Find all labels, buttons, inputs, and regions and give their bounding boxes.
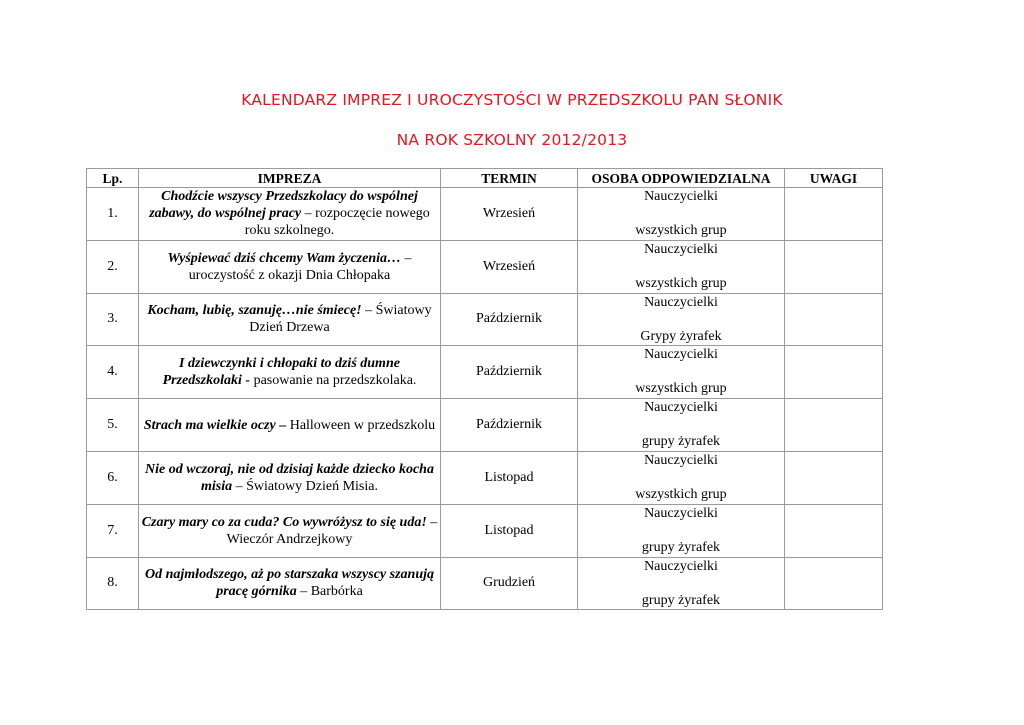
row-number: 6. [87,451,139,504]
table-row [87,399,883,452]
notes-cell [785,451,883,504]
events-table [86,168,883,610]
header-osoba: OSOBA ODPOWIEDZIALNA [578,169,785,188]
event-title: Nie od wczoraj, nie od dzisiaj każde dziecko kocha misia [145,461,434,494]
event-title: Czary mary co za cuda? Co wywróżysz to się uda! [141,514,427,530]
responsible-bottom: wszystkich grup [635,486,727,502]
table-header-row [87,169,883,188]
table-row [87,293,883,346]
row-number: 5. [87,399,139,452]
responsible-cell [578,346,785,399]
notes-cell [785,240,883,293]
event-description: pasowanie na przedszkolaka. [250,373,417,389]
event-title: Kocham, lubię, szanuję…nie śmiecę! [147,303,362,319]
notes-cell [785,399,883,452]
event-title: I dziewczynki i chłopaki to dziś dumne Przedszkolaki - [162,356,400,389]
responsible-top: Nauczycielki [644,505,718,521]
event-title: Od najmłodszego, aż po starszaka wszyscy szanują pracę górnika [145,567,434,600]
table-row [87,504,883,557]
header-uwagi: UWAGI [785,169,883,188]
responsible-bottom: grupy żyrafek [641,592,721,608]
event-title: Strach ma wielkie oczy – [143,417,287,433]
table-row [87,557,883,610]
responsible-cell [578,240,785,293]
document-title: KALENDARZ IMPREZ I UROCZYSTOŚCI W PRZEDSZKOLU PAN SŁONIK [241,91,783,109]
row-number: 2. [87,240,139,293]
event-description: – uroczystość z okazji Dnia Chłopaka [188,250,412,283]
notes-cell [785,188,883,241]
event-cell [139,399,441,452]
event-title: Wyśpiewać dziś chcemy Wam życzenia… [167,250,402,266]
responsible-bottom: Grypy żyrafek [640,328,722,344]
event-description: – Barbórka [296,584,363,600]
event-cell [139,346,441,399]
event-description: – rozpoczęcie nowego roku szkolnego. [244,206,430,239]
term-cell: Październik [441,293,578,346]
row-number: 3. [87,293,139,346]
header-termin: TERMIN [441,169,578,188]
responsible-bottom: wszystkich grup [635,223,727,238]
row-number: 7. [87,504,139,557]
row-number: 1. [87,188,139,241]
term-cell: Październik [441,346,578,399]
responsible-bottom: grupy żyrafek [641,539,721,555]
notes-cell [785,346,883,399]
event-cell [139,451,441,504]
event-description: – Wieczór Andrzejkowy [226,514,438,547]
event-cell [139,557,441,610]
responsible-cell [578,451,785,504]
event-cell [139,188,441,241]
document-subtitle: NA ROK SZKOLNY 2012/2013 [396,131,628,149]
responsible-top: Nauczycielki [644,400,718,416]
responsible-cell [578,293,785,346]
notes-cell [785,557,883,610]
responsible-top: Nauczycielki [644,241,718,257]
table-row [87,346,883,399]
event-title: Chodźcie wszyscy Przedszkolacy do wspólnej zabawy, do wspólnej pracy [149,189,418,222]
responsible-top: Nauczycielki [644,558,718,574]
term-cell: Grudzień [441,557,578,610]
responsible-cell [578,504,785,557]
responsible-cell [578,399,785,452]
term-cell: Wrzesień [441,188,578,241]
event-description: – Światowy Dzień Drzewa [249,303,432,336]
notes-cell [785,504,883,557]
term-cell: Listopad [441,451,578,504]
notes-cell [785,293,883,346]
event-description: Halloween w przedszkolu [286,417,436,433]
responsible-bottom: grupy żyrafek [641,434,721,450]
responsible-top: Nauczycielki [644,189,718,204]
row-number: 4. [87,346,139,399]
table-row [87,240,883,293]
event-cell [139,240,441,293]
event-cell [139,293,441,346]
responsible-cell [578,557,785,610]
responsible-top: Nauczycielki [644,347,718,363]
responsible-top: Nauczycielki [644,452,718,468]
term-cell: Listopad [441,504,578,557]
header-impreza: IMPREZA [139,169,441,188]
responsible-cell [578,188,785,241]
table-row [87,451,883,504]
term-cell: Październik [441,399,578,452]
event-description: – Światowy Dzień Misia. [232,478,378,494]
table-row [87,188,883,241]
term-cell: Wrzesień [441,240,578,293]
responsible-top: Nauczycielki [644,294,718,310]
responsible-bottom: wszystkich grup [635,275,727,291]
header-lp: Lp. [87,169,139,188]
responsible-bottom: wszystkich grup [635,381,727,397]
event-cell [139,504,441,557]
row-number: 8. [87,557,139,610]
